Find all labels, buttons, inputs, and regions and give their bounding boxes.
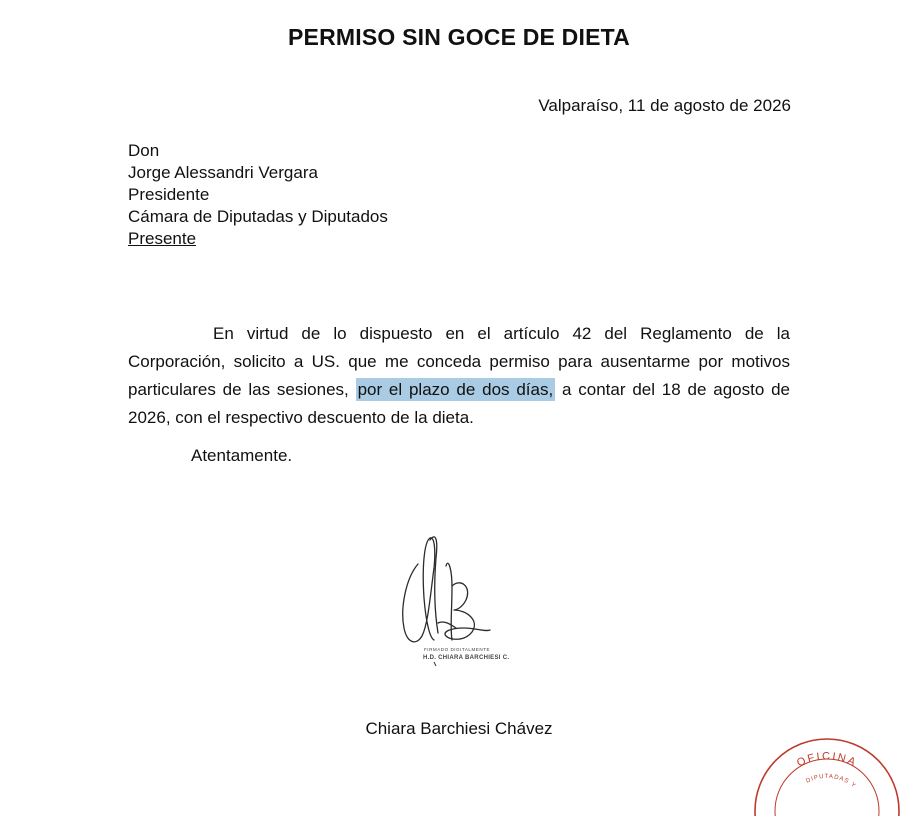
page-title: PERMISO SIN GOCE DE DIETA bbox=[288, 24, 630, 50]
addressee-name: Jorge Alessandri Vergara bbox=[128, 163, 318, 182]
date-line: Valparaíso, 11 de agosto de 2026 bbox=[538, 96, 791, 115]
office-stamp-seal bbox=[752, 736, 902, 816]
addressee-salutation: Don bbox=[128, 141, 160, 160]
body-paragraph bbox=[128, 320, 790, 432]
svg-text:DIPUTADAS Y bbox=[805, 774, 857, 790]
addressee-position: Presidente bbox=[128, 185, 210, 204]
body-text-end: a contar del 18 de agosto de 2026, con el respectivo descuento de la dieta. bbox=[128, 380, 790, 427]
signer-name: Chiara Barchiesi Chávez bbox=[365, 719, 553, 738]
highlighted-text: por el plazo de dos días, bbox=[357, 380, 554, 399]
addressee-institution: Cámara de Diputadas y Diputados bbox=[128, 207, 388, 226]
signature-caption-line1: FIRMADO DIGITALMENTE bbox=[424, 647, 491, 652]
stamp-inner-text: DIPUTADAS Y bbox=[805, 773, 857, 790]
addressee-block bbox=[128, 140, 388, 250]
signature-caption-line2: H.D. CHIARA BARCHIESI C. bbox=[423, 655, 510, 661]
addressee-presente: Presente bbox=[128, 229, 197, 248]
closing-text: Atentamente. bbox=[191, 446, 293, 465]
body-text-start: En virtud de lo dispuesto en el artículo 42 del Reglamento de la Corporación, solicito a US. que me conceda permiso para ausentarme por motivos particulares de las sesiones, bbox=[128, 324, 790, 399]
stamp-top-text: OFICINA bbox=[795, 750, 859, 770]
signature-image bbox=[394, 528, 544, 673]
svg-text:OFICINA bbox=[795, 751, 859, 770]
